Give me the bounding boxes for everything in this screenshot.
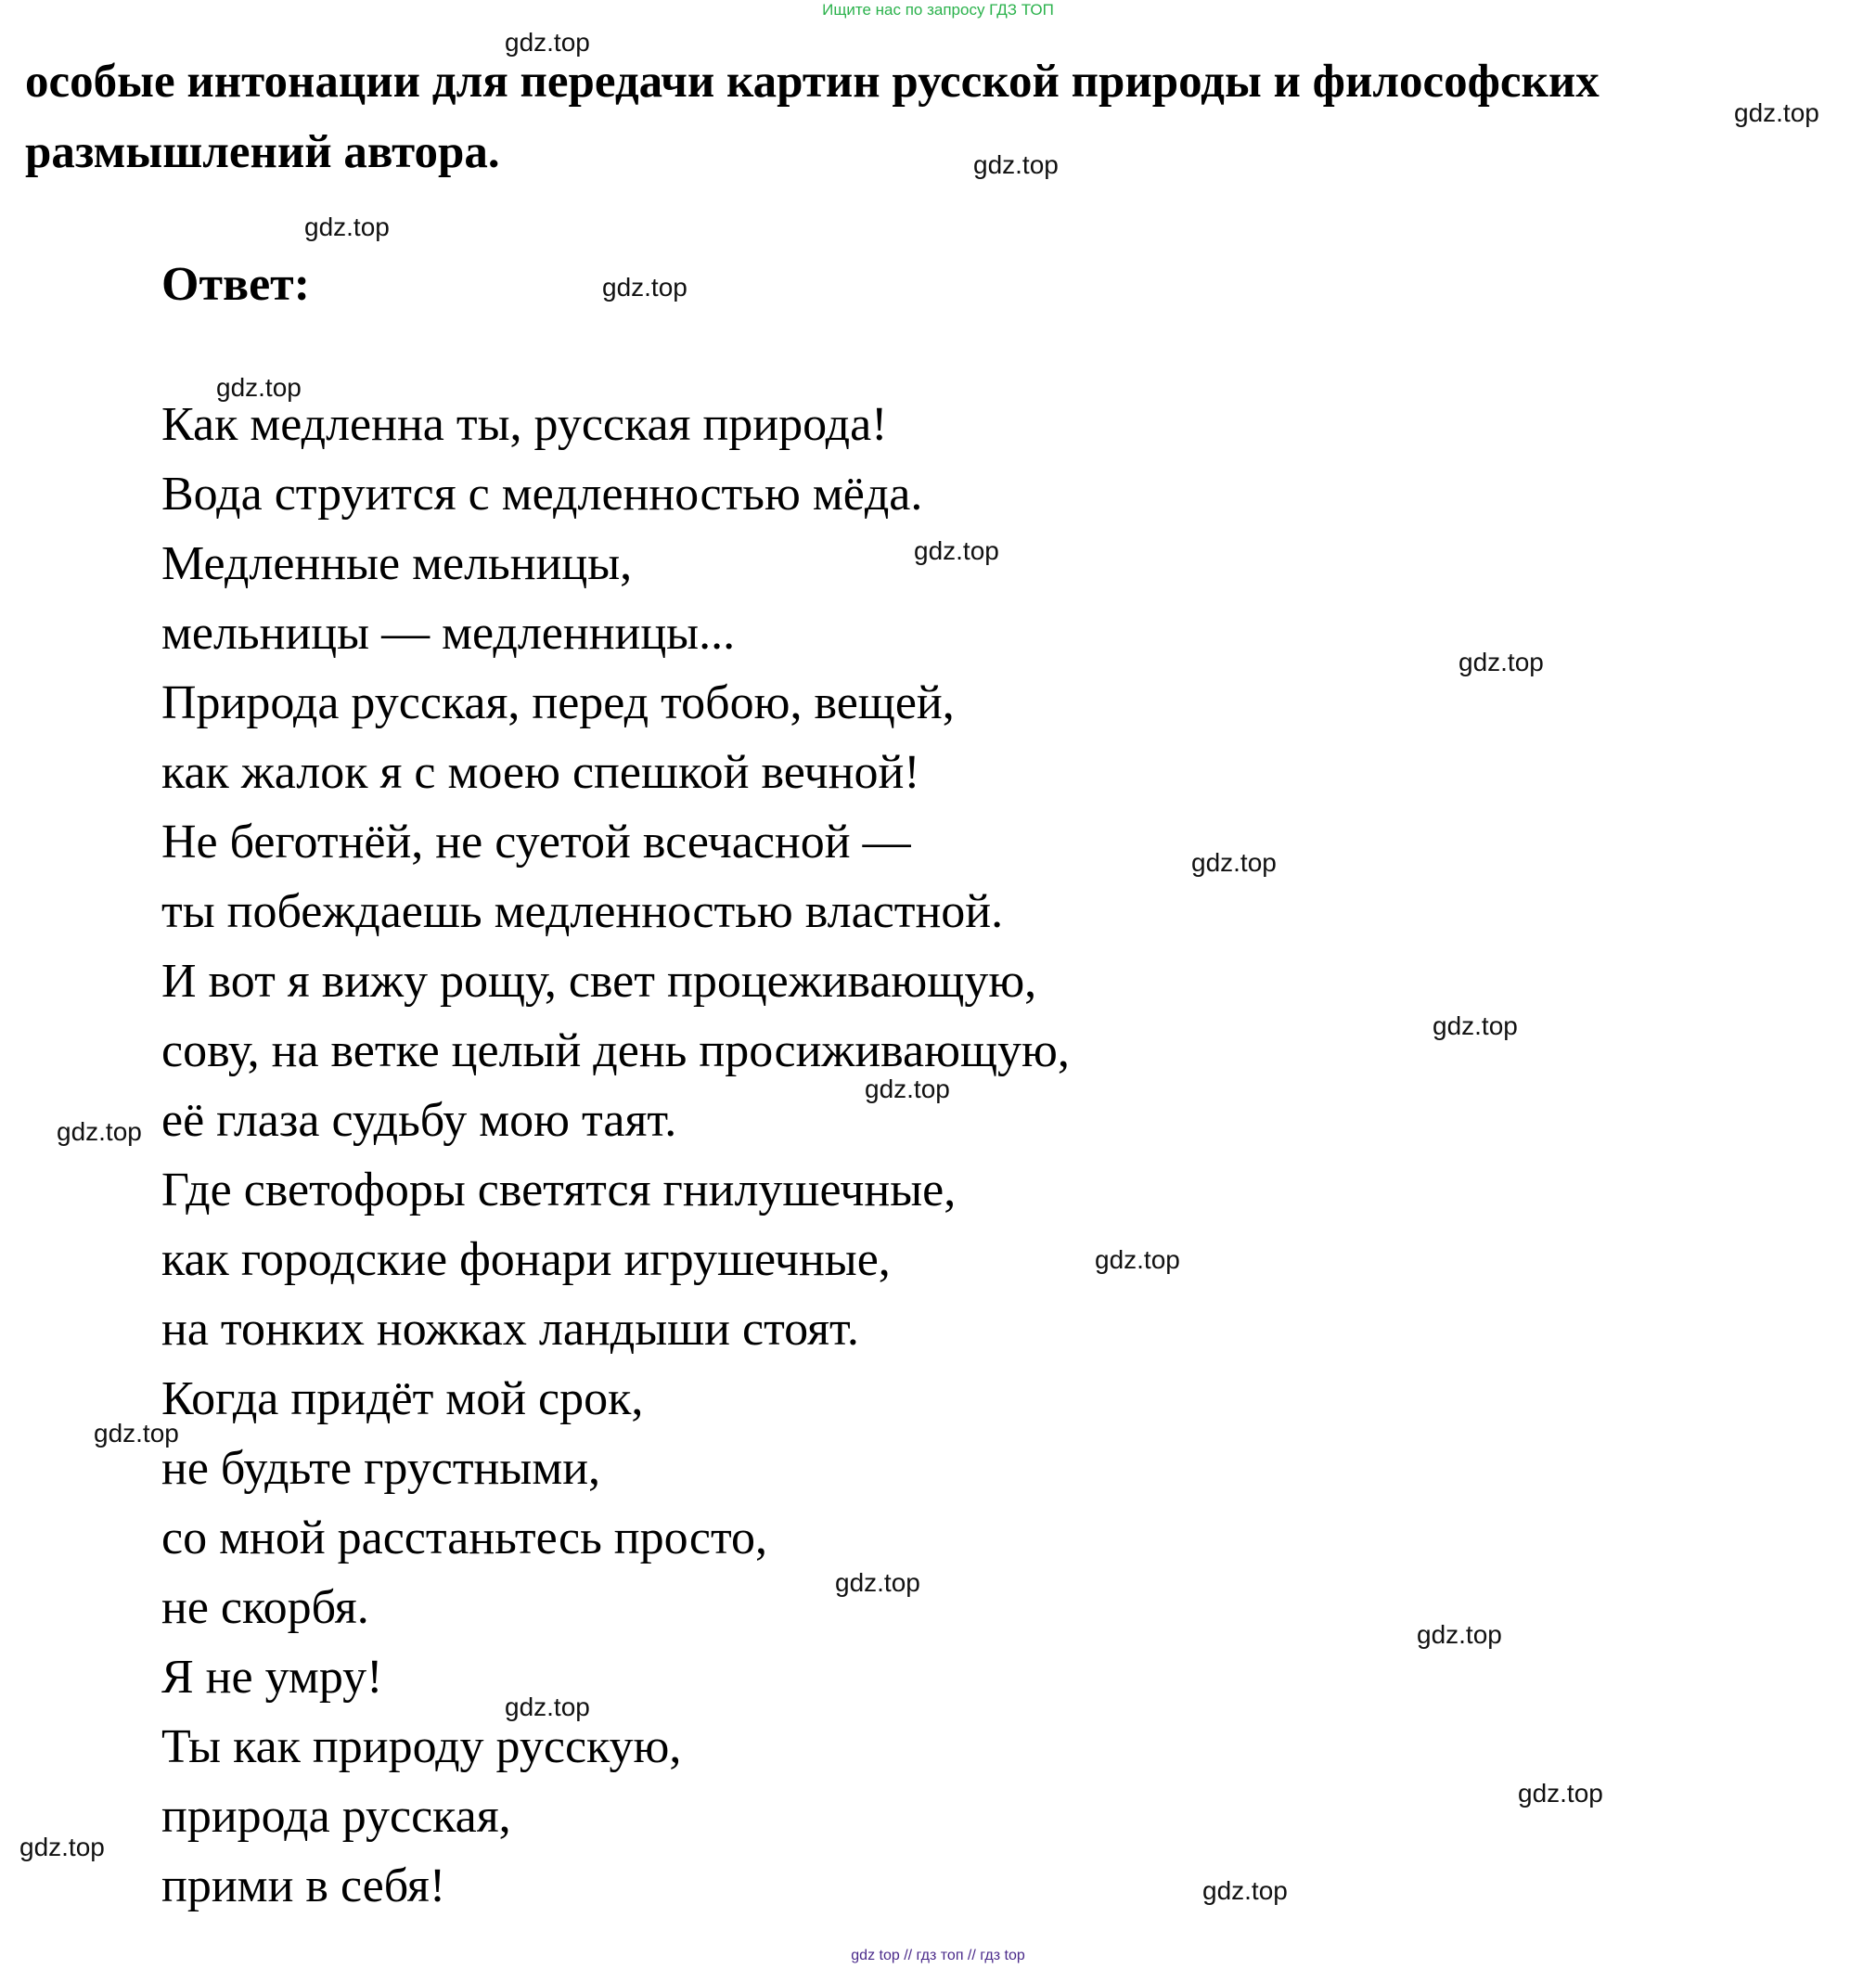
watermark: gdz.top bbox=[865, 1075, 950, 1103]
watermark: gdz.top bbox=[505, 1692, 590, 1721]
poem-line: Не беготнёй, не суетой всечасной — bbox=[161, 816, 911, 869]
poem-line: Я не умру! bbox=[161, 1651, 383, 1704]
poem-line: сову, на ветке целый день просиживающую, bbox=[161, 1024, 1070, 1077]
heading-line: размышлений автора. bbox=[25, 126, 500, 178]
watermark: gdz.top bbox=[94, 1419, 179, 1448]
watermark: gdz.top bbox=[973, 150, 1059, 179]
poem-line: Как медленна ты, русская природа! bbox=[161, 398, 888, 451]
watermark: gdz.top bbox=[1202, 1876, 1288, 1905]
bottom-banner[interactable]: gdz top // гдз топ // гдз top bbox=[851, 1948, 1025, 1963]
watermark: gdz.top bbox=[1417, 1620, 1502, 1649]
watermark: gdz.top bbox=[835, 1568, 920, 1597]
watermark: gdz.top bbox=[1458, 648, 1544, 676]
poem-line: И вот я вижу рощу, свет процеживающую, bbox=[161, 955, 1037, 1008]
watermark: gdz.top bbox=[57, 1117, 142, 1146]
poem-line: Медленные мельницы, bbox=[161, 537, 633, 590]
poem-line: прими в себя! bbox=[161, 1860, 446, 1912]
poem-line: как городские фонари игрушечные, bbox=[161, 1233, 891, 1286]
watermark: gdz.top bbox=[914, 536, 999, 565]
poem-line: ты побеждаешь медленностью властной. bbox=[161, 885, 1004, 938]
heading bbox=[25, 46, 1871, 187]
watermark: gdz.top bbox=[1734, 98, 1819, 127]
watermark: gdz.top bbox=[19, 1833, 105, 1861]
top-banner[interactable]: Ищите нас по запросу ГДЗ ТОП bbox=[822, 1, 1054, 19]
poem-line: Где светофоры светятся гнилушечные, bbox=[161, 1164, 957, 1216]
watermark: gdz.top bbox=[1191, 848, 1277, 877]
poem bbox=[161, 390, 1070, 1921]
poem-line: Природа русская, перед тобою, вещей, bbox=[161, 676, 955, 729]
watermark: gdz.top bbox=[602, 273, 687, 302]
poem-line: как жалок я с моею спешкой вечной! bbox=[161, 746, 920, 799]
poem-line: не скорбя. bbox=[161, 1581, 369, 1634]
answer-label: Ответ: bbox=[161, 258, 311, 311]
poem-line: со мной расстаньтесь просто, bbox=[161, 1512, 768, 1564]
heading-line: особые интонации для передачи картин русской природы и философских bbox=[25, 56, 1600, 108]
poem-line: не будьте грустными, bbox=[161, 1442, 601, 1495]
poem-line: Вода струится с медленностью мёда. bbox=[161, 468, 923, 521]
poem-line: на тонких ножках ландыши стоят. bbox=[161, 1303, 859, 1356]
watermark: gdz.top bbox=[1095, 1245, 1180, 1274]
poem-line: её глаза судьбу мою таят. bbox=[161, 1094, 677, 1147]
poem-line: мельницы — медленницы... bbox=[161, 607, 736, 660]
poem-line: Когда придёт мой срок, bbox=[161, 1372, 644, 1425]
watermark: gdz.top bbox=[1518, 1779, 1603, 1808]
watermark: gdz.top bbox=[505, 28, 590, 57]
poem-line: природа русская, bbox=[161, 1790, 511, 1843]
poem-line: Ты как природу русскую, bbox=[161, 1720, 682, 1773]
watermark: gdz.top bbox=[1433, 1011, 1518, 1040]
watermark: gdz.top bbox=[304, 212, 390, 241]
watermark: gdz.top bbox=[216, 373, 302, 402]
